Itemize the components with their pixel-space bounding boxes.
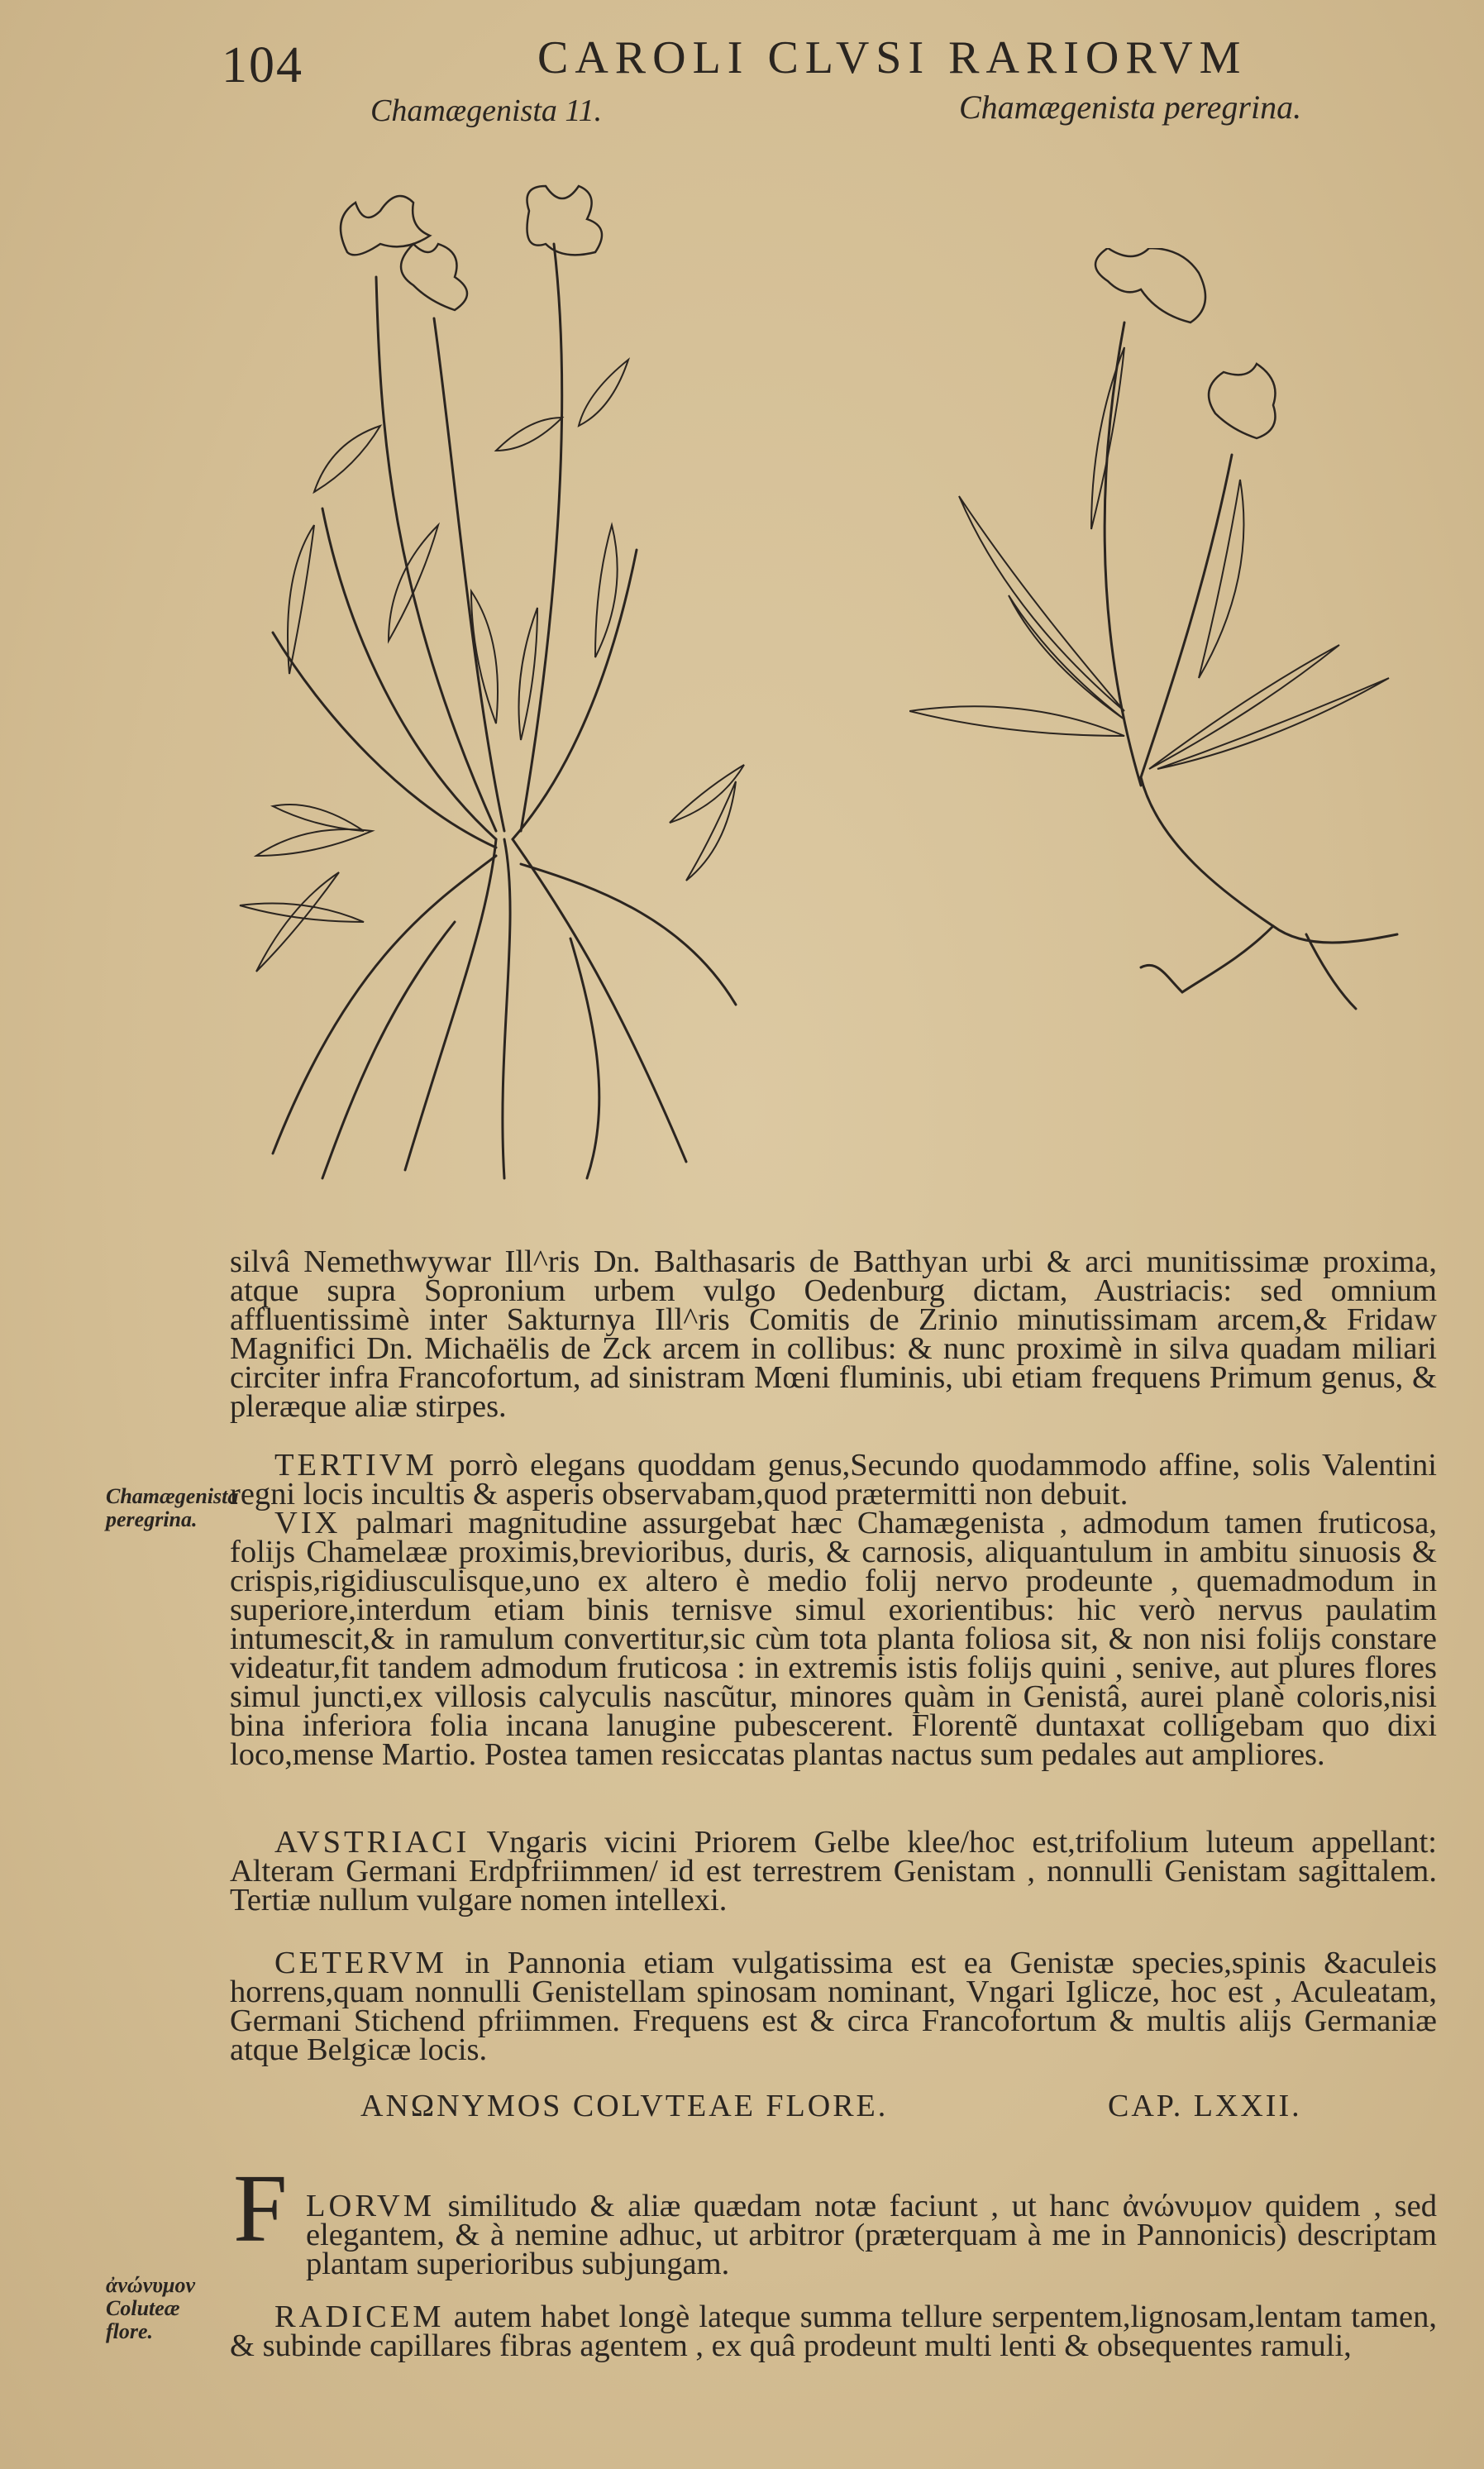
- margin-note-chamaegenista: Chamægenista peregrina.: [106, 1484, 239, 1531]
- paragraph-austriaci: [230, 1824, 1437, 1917]
- page-number: 104: [222, 37, 303, 93]
- lead-word: RADICEM: [274, 2299, 445, 2334]
- lead-word: VIX: [274, 1505, 341, 1540]
- chapter-number: CAP. LXXII.: [1108, 2089, 1302, 2123]
- lead-word: TERTIVM: [274, 1447, 437, 1483]
- lead-word: AVSTRIACI: [274, 1824, 470, 1860]
- paragraph-text: palmari magnitudine assurgebat hæc Chamægenista , admodum tamen fruticosa, folijs Chamelææ proximis,brevioribus, duris, & carnosis, aliquantulum in ambitu sinuosis & crispis,rigidiusculisque,uno ex altero è medio folij nervo prodeunte , quemadmodum in superiore,interdum etiam binis ternisve simul exorientibus: hic verò nervus paulatim intumescit,& in ramulum convertitur,sic cùm tota planta foliosa sit, & non nisi folijs constare videatur,fit tandem admodum fruticosa : in extremis istis folijs quini , senive, aut plures flores simul juncti,ex villosis calyculis nascũtur, minores quàm in Genistâ, aurei planè coloris,nisi bina inferiora folia incana lanugine pubescerent. Florentẽ duntaxat colligebam quo dixi loco,mense Martio. Postea tamen resiccatas plantas nactus sum pedales aut ampliores.: [230, 1505, 1437, 1772]
- paragraph-text: similitudo & aliæ quædam notæ faciunt , ut hanc ἀνώνυμον quidem , sed elegantem, & à nemine adhuc, ut arbitror (præterquam à me in Pannonicis) descriptam plantam superioribus subjungam.: [306, 2188, 1437, 2281]
- paragraph-radicem: [230, 2299, 1437, 2363]
- paragraph-ceterum: [230, 1945, 1437, 2067]
- illustration-chamaegenista-ii: [223, 178, 835, 1195]
- paragraph-text: porrò elegans quoddam genus,Secundo quodammodo affine, solis Valentini regni locis incultis & asperis observabam,quod prætermitti non debuit.: [230, 1447, 1437, 1511]
- caption-right: Chamægenista peregrina.: [959, 88, 1302, 126]
- caption-left: Chamægenista 11.: [370, 93, 603, 128]
- illustration-chamaegenista-peregrina: [909, 248, 1422, 1034]
- lead-word: CETERVM: [274, 1945, 447, 1980]
- running-title: CAROLI CLVSI RARIORVM: [537, 32, 1248, 84]
- paragraph-text: Vngaris vicini Priorem Gelbe klee/hoc est,trifolium luteum appellant: Alteram Germani Erdpfriimmen/ id est terrestrem Genistam , nonnulli Genistam sagittalem. Tertiæ nullum vulgare nomen intellexi.: [230, 1824, 1437, 1917]
- paragraph-tertium: [230, 1447, 1437, 1511]
- margin-note-anonymos: ἀνώνυμον Coluteæ flore.: [106, 2273, 195, 2343]
- paragraph-text: in Pannonia etiam vulgatissima est ea Genistæ species,spinis &aculeis horrens,quam nonnulli Genistellam spinosam nominant, Vngari Iglicze, hoc est , Aculeatam, Germani Stichend pfriimmen. Frequens est & circa Francofortum & multis alijs Germaniæ atque Belgicæ locis.: [230, 1945, 1437, 2067]
- section-title: ANΩNYMOS COLVTEAE FLORE.: [360, 2089, 889, 2123]
- paragraph-vix: [230, 1505, 1437, 1772]
- drop-cap: F: [233, 2154, 288, 2262]
- lead-word: LORVM: [306, 2188, 435, 2223]
- paragraph-text: autem habet longè lateque summa tellure serpentem,lignosam,lentam tamen, & subinde capillares fibras agentem , ex quâ prodeunt multi lenti & obsequentes ramuli,: [230, 2299, 1437, 2363]
- paragraph-continued: silvâ Nemethwywar Ill^ris Dn. Balthasaris de Batthyan urbi & arci munitissimæ proxima, atque supra Sopronium urbem vulgo Oedenburg dictam, Austriacis: sed omnium affluentissimè inter Sakturnya Ill^ris Comitis de Zrinio minutissimam arcem,& Fridaw Magnifici Dn. Michaëlis de Zck arcem in collibus: & nunc proximè in silva quadam miliari circiter infra Francofortum, ad sinistram Mœni fluminis, ubi etiam frequens Primum genus, & pleræque aliæ stirpes.: [230, 1244, 1437, 1424]
- paragraph-florum: [306, 2188, 1437, 2281]
